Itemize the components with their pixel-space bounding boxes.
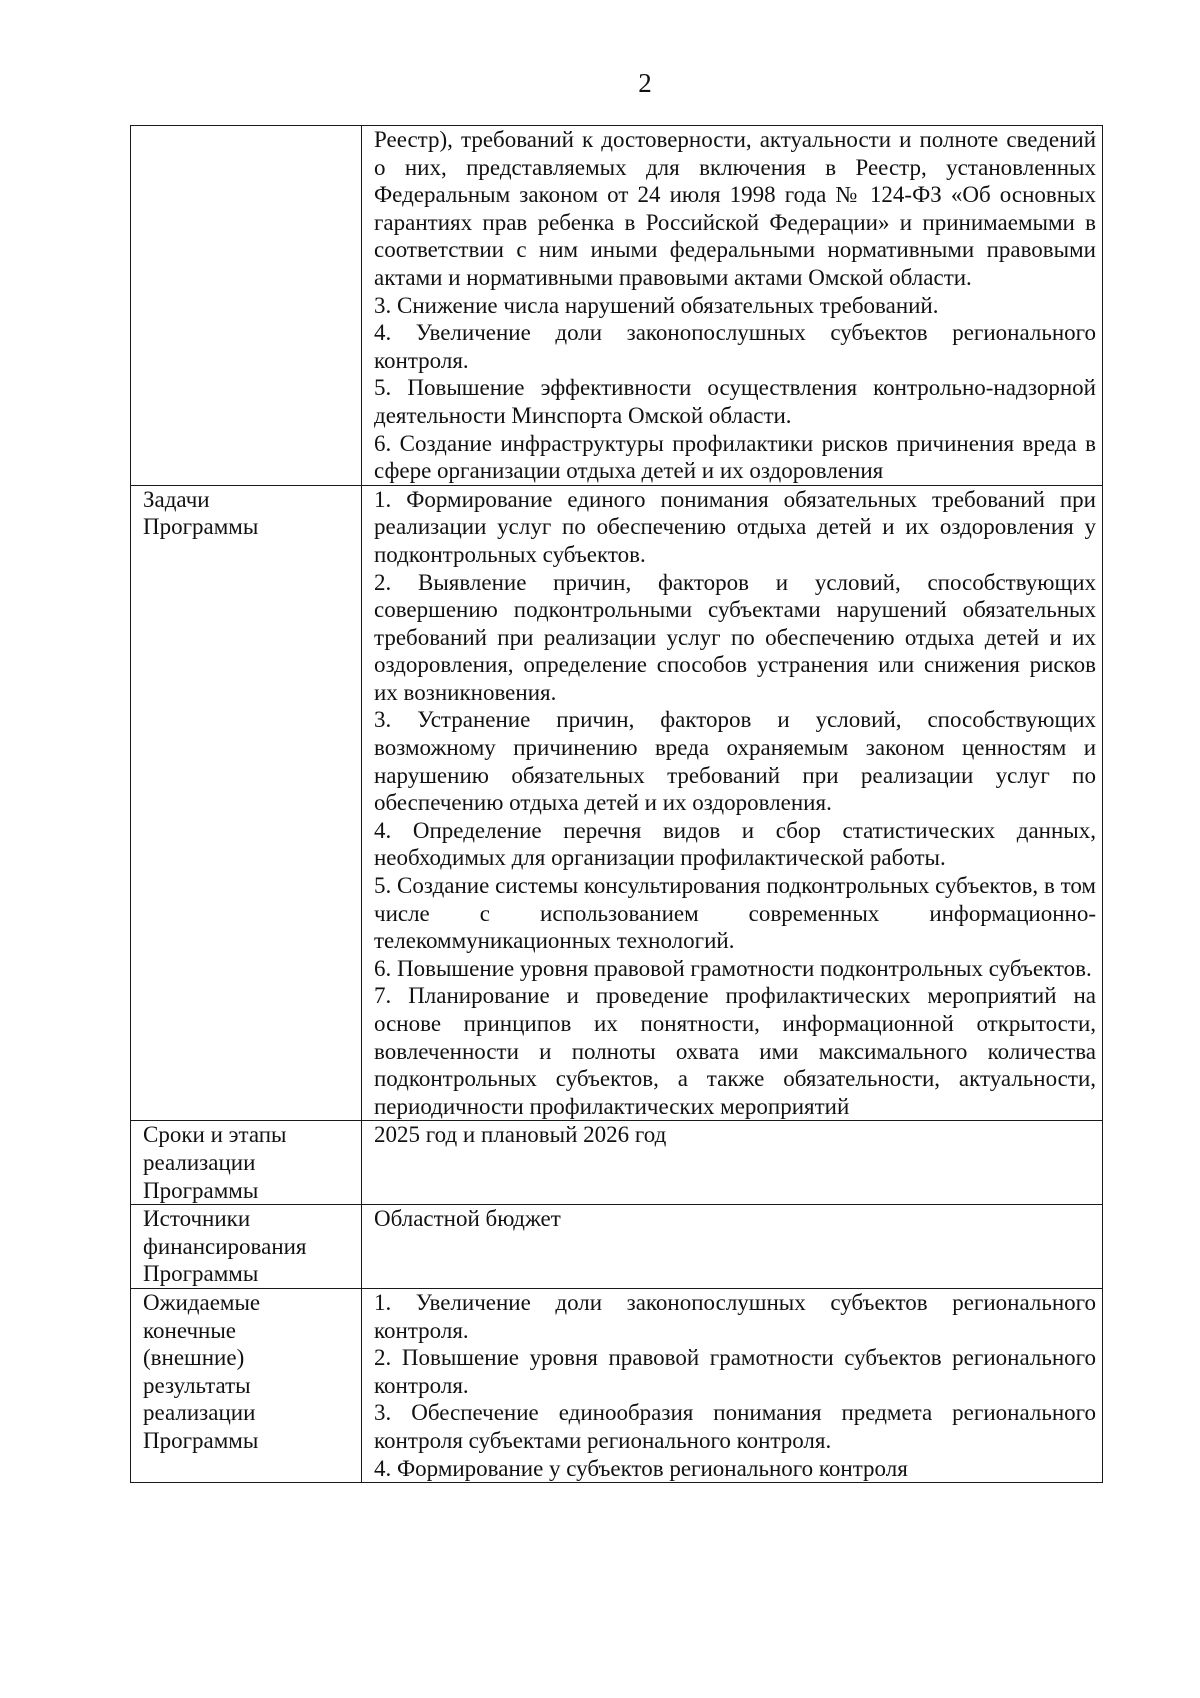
row-label-cell — [131, 485, 362, 1121]
row-label-line: Задачи — [143, 486, 210, 512]
row-label-line: Программы — [143, 1261, 259, 1287]
row-content-cell — [362, 1205, 1103, 1289]
row-label-line: результаты — [143, 1372, 251, 1398]
table-row — [131, 1121, 1103, 1205]
table-row — [131, 1205, 1103, 1289]
row-content-cell — [362, 1121, 1103, 1205]
content-paragraph: 4. Формирование у субъектов регионального контроля — [374, 1455, 908, 1481]
content-paragraph: 4. Определение перечня видов и сбор статистических данных, необходимых для организации профилактической работы. — [374, 817, 1096, 871]
row-label-line: реализации — [143, 1400, 256, 1426]
content-paragraph: 7. Планирование и проведение профилактических мероприятий на основе принципов их понятности, информационной открытости, вовлеченности и полноты охвата ими максимального количества подконтрольных субъектов, а также обязательности, актуальности, периодичности профилактических мероприятий — [374, 983, 1096, 1119]
row-label-cell — [131, 126, 362, 486]
content-paragraph: 3. Устранение причин, факторов и условий, способствующих возможному причинению вреда охраняемым законом ценностям и нарушению обязательных требований при реализации услуг по обеспечению отдыха детей и их оздоровления. — [374, 707, 1096, 816]
page-number: 2 — [638, 68, 652, 98]
row-label-line: Программы — [143, 1427, 259, 1453]
row-label-line: Сроки и этапы — [143, 1122, 287, 1148]
content-paragraph: 1. Формирование единого понимания обязательных требований при реализации услуг по обеспечению отдыха детей и их оздоровления у подконтрольных субъектов. — [374, 486, 1096, 567]
content-paragraph: 5. Повышение эффективности осуществления контрольно-надзорной деятельности Минспорта Омской области. — [374, 375, 1096, 428]
row-label-line: Программы — [143, 514, 259, 540]
row-label-line: реализации — [143, 1149, 256, 1175]
program-passport-table — [130, 125, 1103, 1483]
table-row — [131, 485, 1103, 1121]
content-paragraph: Областной бюджет — [374, 1206, 561, 1232]
row-content-cell — [362, 1288, 1103, 1482]
table-row — [131, 126, 1103, 486]
content-paragraph: 6. Создание инфраструктуры профилактики рисков причинения вреда в сфере организации отдыха детей и их оздоровления — [374, 430, 1096, 484]
content-paragraph: Реестр), требований к достоверности, актуальности и полноте сведений о них, представляемых для включения в Реестр, установленных Федеральным законом от 24 июля 1998 года № 124-ФЗ «Об основных гарантиях прав ребенка в Российской Федерации» и принимаемыми в соответствии с ним иными федеральными нормативными правовыми актами и нормативными правовыми актами Омской области. — [374, 127, 1096, 290]
content-paragraph: 3. Снижение числа нарушений обязательных требований. — [374, 292, 939, 318]
row-label-line: финансирования — [143, 1233, 307, 1259]
row-label-line: конечные — [143, 1317, 236, 1343]
content-paragraph: 2025 год и плановый 2026 год — [374, 1122, 667, 1148]
content-paragraph: 6. Повышение уровня правовой грамотности подконтрольных субъектов. — [374, 955, 1092, 981]
content-paragraph: 3. Обеспечение единообразия понимания предмета регионального контроля субъектами регионального контроля. — [374, 1400, 1096, 1453]
content-paragraph: 2. Повышение уровня правовой грамотности субъектов регионального контроля. — [374, 1345, 1096, 1398]
row-label-cell — [131, 1288, 362, 1482]
table-row — [131, 1288, 1103, 1482]
row-label-cell — [131, 1205, 362, 1289]
row-label-line: Источники — [143, 1206, 251, 1232]
row-label-line: Ожидаемые — [143, 1289, 261, 1315]
row-content-cell — [362, 126, 1103, 486]
content-paragraph: 5. Создание системы консультирования подконтрольных субъектов, в том числе с использованием современных информационно-телекоммуникационных технологий. — [374, 873, 1096, 954]
content-paragraph: 1. Увеличение доли законопослушных субъектов регионального контроля. — [374, 1289, 1096, 1343]
row-label-cell — [131, 1121, 362, 1205]
row-label-line: Программы — [143, 1177, 259, 1203]
row-content-cell — [362, 485, 1103, 1121]
content-paragraph: 4. Увеличение доли законопослушных субъектов регионального контроля. — [374, 320, 1096, 373]
row-label-line: (внешние) — [143, 1345, 245, 1371]
content-paragraph: 2. Выявление причин, факторов и условий, способствующих совершению подконтрольными субъектами нарушений обязательных требований при реализации услуг по обеспечению отдыха детей и их оздоровления, определение способов устранения или снижения рисков их возникновения. — [374, 569, 1096, 705]
